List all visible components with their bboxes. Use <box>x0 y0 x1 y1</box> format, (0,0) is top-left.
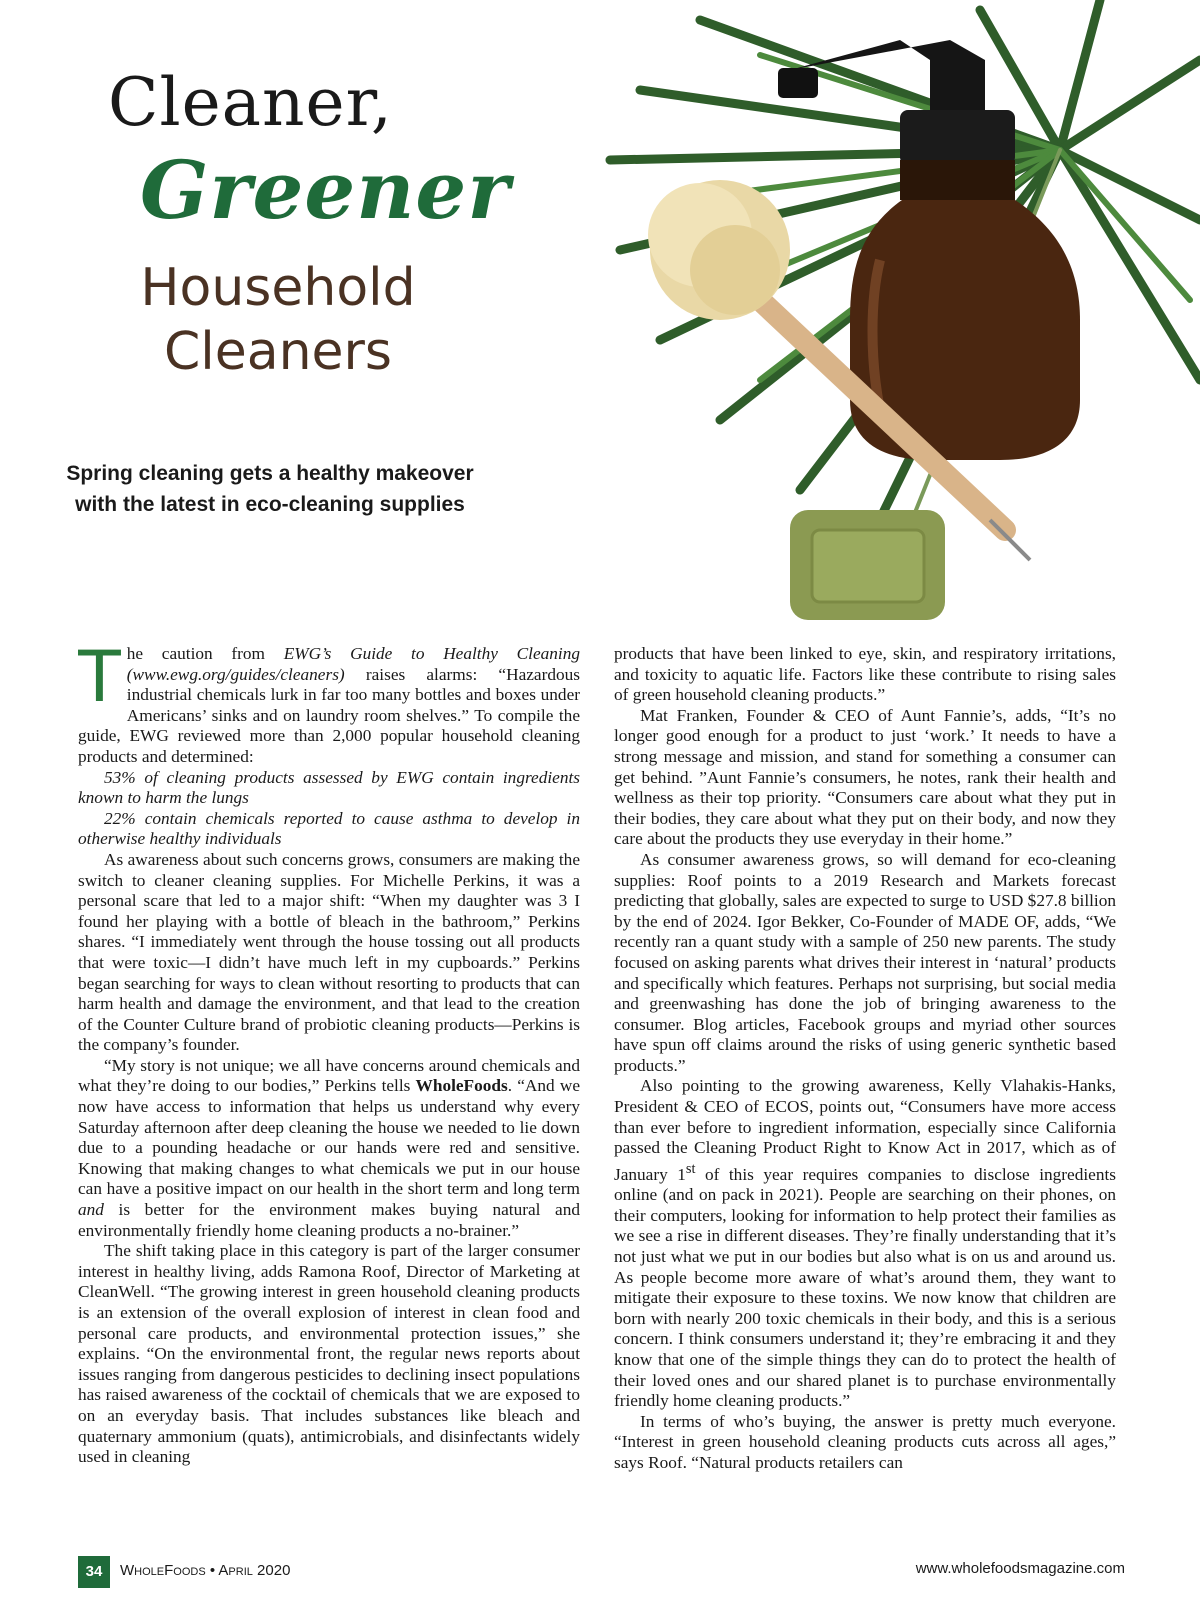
brand-mention: WholeFoods <box>415 1076 508 1096</box>
subheadline-line-1: Spring cleaning gets a healthy makeover <box>66 462 474 485</box>
headline-household-cleaners <box>100 256 456 384</box>
subheadline-line-2: with the latest in eco-cleaning supplies <box>75 493 465 516</box>
article-column-right <box>614 644 1116 1512</box>
article-paragraph: 53% of cleaning products assessed by EWG contain ingredients known to harm the lungs <box>78 767 580 808</box>
headline-cleaners: Cleaners <box>163 322 393 382</box>
article-paragraph: As consumer awareness grows, so will demand for eco-cleaning supplies: Roof points to a 2019 Research and Markets forecast predicting that globally, sales are expected to surge to USD $27.8 billion by the end of 2024. Igor Bekker, Co-Founder of MADE OF, adds, “We recently ran a quant study with a sample of 250 new parents. The study focused on asking parents what drives their interest in ‘natural’ products and specifically which features. Perhaps not surprising, but social media and greenwashing has done the job of bringing awareness to the consumer. Blog articles, Facebook groups and myriad other sources have spun off claims around the risks of using generic synthetic based products.” <box>614 849 1116 1075</box>
headline-cleaner: Cleaner, <box>108 64 393 141</box>
subheadline <box>60 458 480 520</box>
article-paragraph: Also pointing to the growing awareness, Kelly Vlahakis-Hanks, President & CEO of ECOS, points out, “Consumers have more access than ever before to ingredient information, especially since California passed the Cleaning Product Right to Know Act in 2017, which as of January 1st of this year requires companies to disclose ingredients online (and on pack in 2021). People are searching on their phones, on their computers, looking for information to help protect their families as we see a rise in different diseases. They’re finally understanding that it’s not just what we put in our bodies but also what is on us and around us. As people become more aware of what’s around them, they want to mitigate their exposure to these toxins. We now know that children are born with nearly 200 toxic chemicals in their body, and this is a serious concern. I think consumers understand it; they’re embracing it and they know that one of the simple things they can do to protect the health of their loved ones and our shared planet is to purchase environmentally friendly home cleaning products.” <box>614 1076 1116 1411</box>
article-paragraph: Mat Franken, Founder & CEO of Aunt Fannie’s, adds, “It’s no longer good enough for a product to just ‘work.’ It needs to have a strong message and mission, and stand for something a consumer can get behind. ”Aunt Fannie’s consumers, he notes, rank their health and wellness as their top priority. “Consumers care about what they put in their bodies, they care about what they put on their body, and now they care about the products they use everyday in their home.” <box>614 705 1116 849</box>
article-paragraph: In terms of who’s buying, the answer is pretty much everyone. “Interest in green household cleaning products cuts across all ages,” says Roof. “Natural products retailers can <box>614 1411 1116 1472</box>
article-paragraph: As awareness about such concerns grows, consumers are making the switch to cleaner cleaning supplies. For Michelle Perkins, it was a personal scare that led to a major shift: “When my daughter was 3 I found her playing with a bottle of bleach in the bathroom,” Perkins shares. “I immediately went through the house tossing out all products that were toxic—I didn’t have much left in my cupboards.” Perkins began searching for ways to clean without resorting to products that can harm health and damage the environment, and that lead to the creation of the Counter Culture brand of probiotic cleaning products—Perkins is the company’s founder. <box>78 849 580 1055</box>
page-number: 34 <box>78 1556 110 1588</box>
headline-greener: Greener <box>140 143 511 237</box>
article-paragraph: “My story is not unique; we all have concerns around chemicals and what they’re doing to our bodies,” Perkins tells WholeFoods. “And we now have access to information that helps us understand why every Saturday afternoon after deep cleaning the house we needed to lie down due to a pounding headache or our hands were red and sensitive. Knowing that making changes to what chemicals we put in our house can have a positive impact on our health in the short term and long term and is better for the environment makes buying natural and environmentally friendly home cleaning products a no-brainer.” <box>78 1055 580 1240</box>
magazine-url: www.wholefoodsmagazine.com <box>915 1560 1125 1577</box>
soap-bar-icon <box>790 510 945 620</box>
magazine-issue: WholeFoods • April 2020 <box>120 1562 291 1579</box>
article-paragraph: products that have been linked to eye, skin, and respiratory irritations, and toxicity to aquatic life. Factors like these contribute to rising sales of green household cleaning products.” <box>614 644 1116 705</box>
article-paragraph: The caution from EWG’s Guide to Healthy Cleaning (www.ewg.org/guides/cleaners) raises alarms: “Hazardous industrial chemicals lurk in far too many bottles and boxes under Americans’ sinks and on laundry room shelves.” To compile the guide, EWG reviewed more than 2,000 popular household cleaning products and determined: <box>78 644 580 766</box>
article-paragraph: The shift taking place in this category is part of the larger consumer interest in healthy living, adds Ramona Roof, Director of Marketing at CleanWell. “The growing interest in green household cleaning products is an extension of the overall explosion of interest in clean food and personal care products, and environmental protection issues,” she explains. “On the environmental front, the regular news reports about issues ranging from dangerous pesticides to declining insect populations has raised awareness of the cocktail of chemicals that we are exposed to on an everyday basis. That includes substances like bleach and quaternary ammonium (quats), antimicrobials, and disinfectants widely used in cleaning <box>78 1241 580 1467</box>
dropcap: T <box>78 644 121 718</box>
article-paragraph: 22% contain chemicals reported to cause asthma to develop in otherwise healthy individuals <box>78 808 580 849</box>
guide-title: EWG’s Guide to Healthy Cleaning (www.ewg.org/guides/cleaners) <box>126 644 580 684</box>
article-column-left <box>78 644 580 1512</box>
headline-household: Household <box>140 258 416 318</box>
